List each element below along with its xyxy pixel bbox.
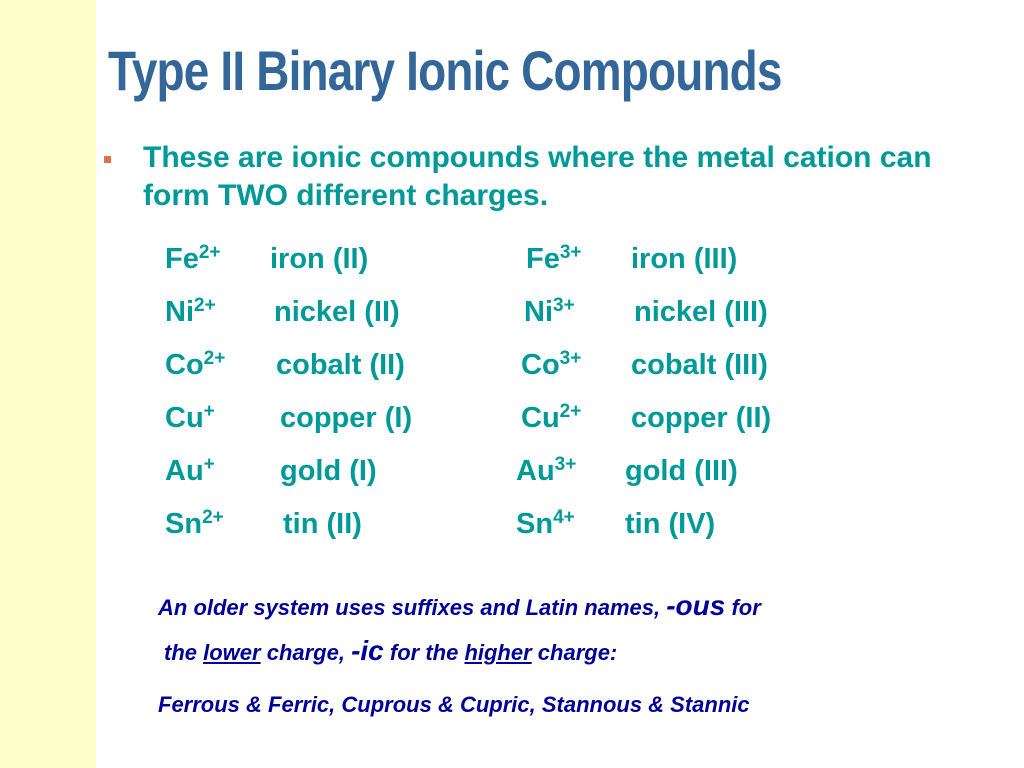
ion-right-4 (521, 400, 581, 436)
ion-symbol: Fe (165, 243, 199, 275)
ion-left-5 (165, 453, 215, 489)
ion-charge: 2+ (202, 507, 224, 528)
note-line-2 (164, 636, 617, 668)
ion-name-right-2: nickel (III) (634, 296, 768, 328)
ion-name-right-6: tin (IV) (625, 508, 716, 540)
ion-symbol: Ni (165, 296, 194, 328)
ion-name-right-5: gold (III) (625, 455, 738, 487)
note-text: the (164, 640, 204, 665)
sidebar-band (0, 0, 96, 768)
note-text: An older system uses suffixes and Latin names, (158, 595, 667, 620)
note-text: charge, (260, 640, 352, 665)
note-lower-word: lower (203, 640, 261, 665)
intro-text: These are ionic compounds where the metal cation can form TWO different charges. (143, 141, 932, 212)
note-line-3: Ferrous & Ferric, Cuprous & Cupric, Stannous & Stannic (158, 692, 750, 717)
ion-charge: + (203, 401, 215, 422)
ion-charge: 2+ (194, 295, 216, 316)
slide-title: Type II Binary Ionic Compounds (108, 39, 782, 102)
ion-charge: 3+ (553, 295, 575, 316)
ion-symbol: Co (165, 349, 204, 381)
ion-charge: 2+ (203, 348, 226, 369)
ion-right-3 (521, 347, 581, 383)
ion-charge: 3+ (554, 454, 577, 475)
ion-left-2 (165, 294, 216, 330)
note-text: for (725, 595, 761, 620)
ion-symbol: Cu (521, 402, 560, 434)
ion-left-3 (165, 347, 225, 383)
ion-charge: 3+ (559, 242, 582, 263)
ion-name-right-3: cobalt (III) (631, 349, 768, 381)
ion-name-left-4: copper (I) (280, 402, 413, 434)
ion-name-left-2: nickel (II) (274, 296, 400, 328)
note-text: charge: (531, 640, 618, 665)
ion-charge: + (203, 454, 215, 475)
ion-name-right-4: copper (II) (631, 402, 772, 434)
ion-left-4 (165, 400, 215, 436)
ion-left-1 (165, 241, 221, 277)
ion-name-left-6: tin (II) (283, 508, 362, 540)
note-text: for the (383, 640, 465, 665)
ion-symbol: Cu (165, 402, 204, 434)
note-higher-word: higher (464, 640, 532, 665)
ion-charge: 3+ (559, 348, 582, 369)
ion-symbol: Sn (516, 508, 554, 540)
ion-symbol: Ni (524, 296, 553, 328)
ion-right-6 (516, 506, 575, 542)
ion-charge: 2+ (559, 401, 582, 422)
ion-right-1 (526, 241, 582, 277)
ion-left-6 (165, 506, 224, 542)
ion-symbol: Co (521, 349, 560, 381)
note-suffix-ous: -ous (666, 590, 726, 621)
ion-symbol: Au (165, 455, 204, 487)
ion-right-5 (516, 453, 576, 489)
ion-name-left-3: cobalt (II) (276, 349, 405, 381)
ion-charge: 4+ (553, 507, 575, 528)
note-line-1 (158, 591, 761, 623)
ion-name-left-5: gold (I) (280, 455, 377, 487)
ion-symbol: Fe (526, 243, 560, 275)
ion-right-2 (524, 294, 575, 330)
note-suffix-ic: -ic (351, 635, 384, 666)
ion-charge: 2+ (198, 242, 221, 263)
ion-symbol: Sn (165, 508, 203, 540)
bullet-marker (104, 156, 111, 163)
ion-name-left-1: iron (II) (270, 243, 369, 275)
ion-name-right-1: iron (III) (631, 243, 738, 275)
ion-symbol: Au (516, 455, 555, 487)
